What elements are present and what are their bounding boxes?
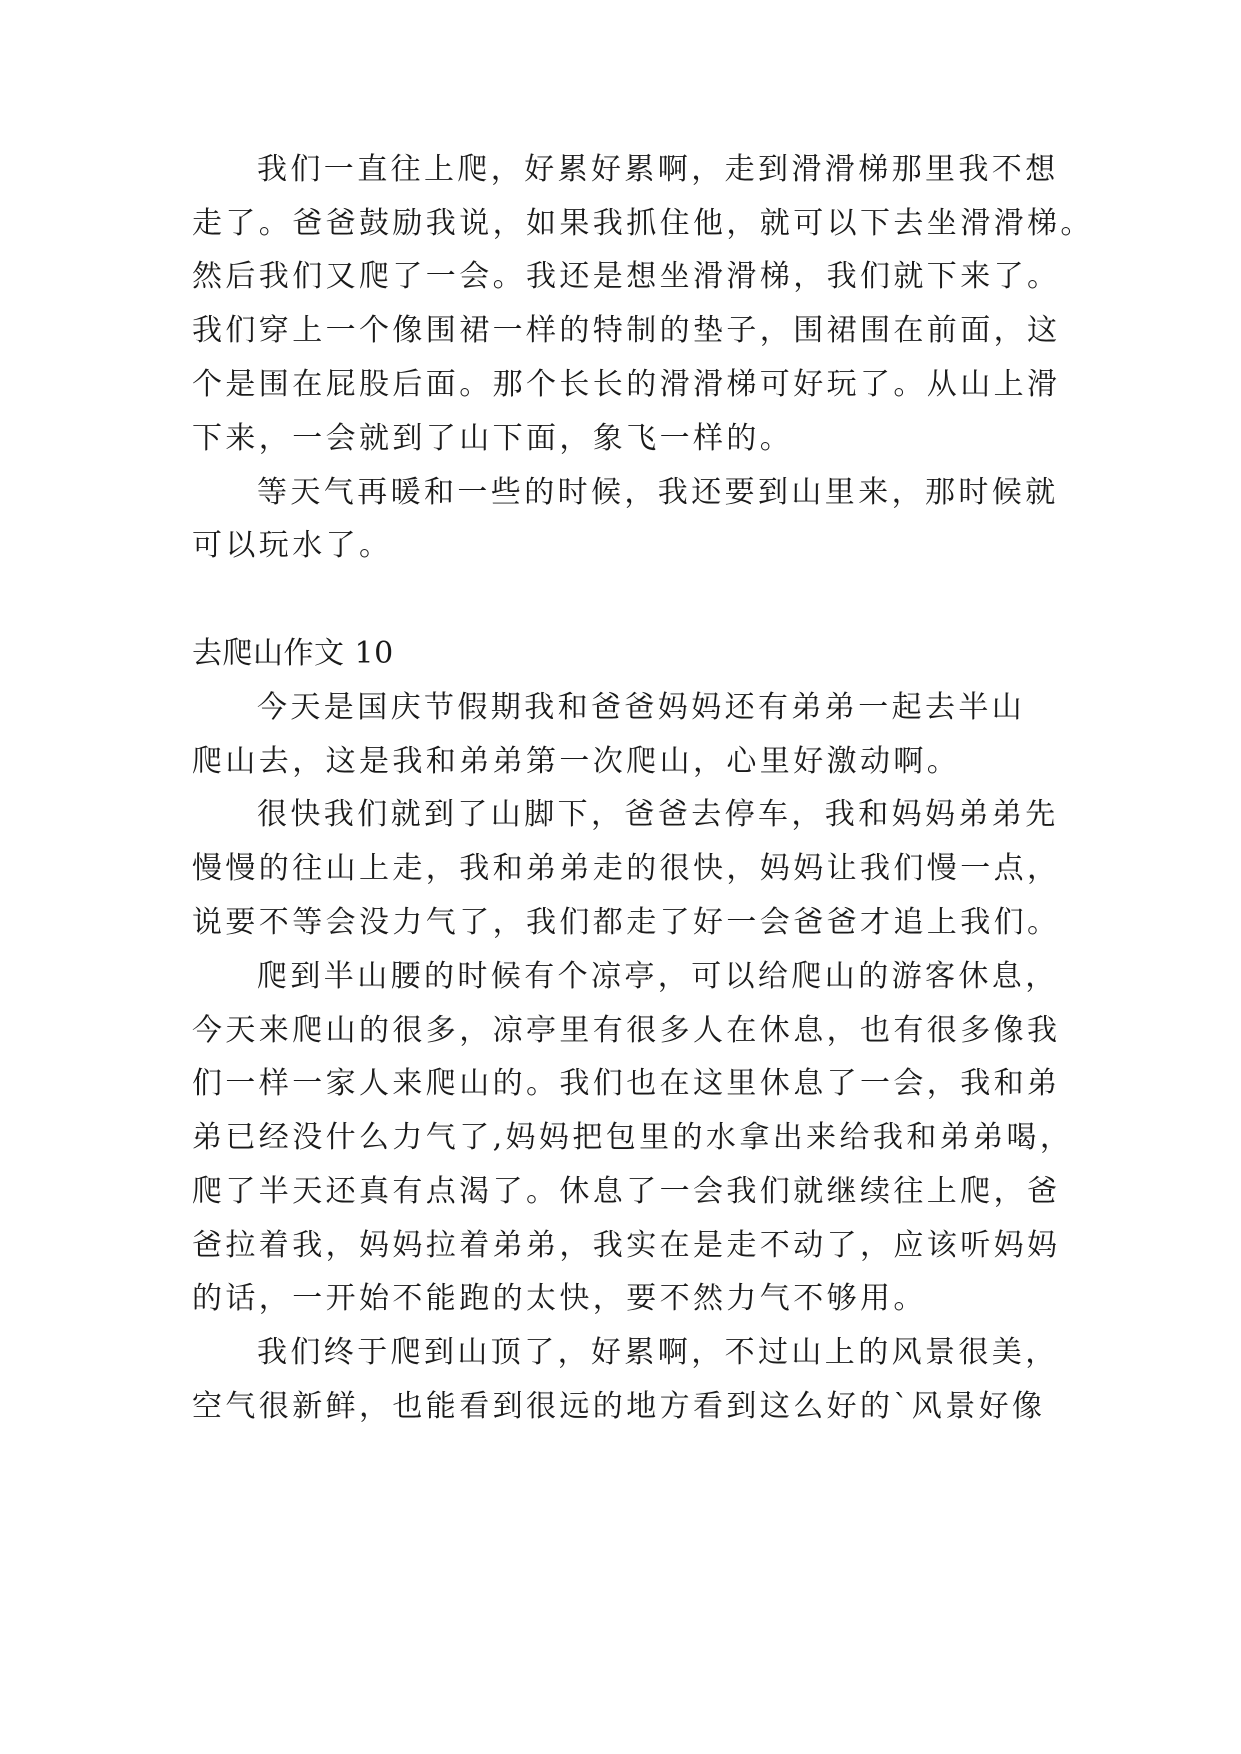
paragraph-line: 说要不等会没力气了，我们都走了好一会爸爸才追上我们。 [192,905,1061,940]
paragraph-line: 走了。爸爸鼓励我说，如果我抓住他，就可以下去坐滑滑梯。 [192,206,1094,241]
paragraph-line: 爬山去，这是我和弟弟第一次爬山，心里好激动啊。 [192,744,961,779]
paragraph-line: 个是围在屁股后面。那个长长的滑滑梯可好玩了。从山上滑 [192,367,1061,402]
paragraph-line: 们一样一家人来爬山的。我们也在这里休息了一会，我和弟 [192,1066,1061,1101]
paragraph-line: 慢慢的往山上走，我和弟弟走的很快，妈妈让我们慢一点， [192,851,1061,886]
paragraph-line: 我们一直往上爬，好累好累啊，走到滑滑梯那里我不想 [257,152,1059,187]
paragraph-line: 爬到半山腰的时候有个凉亭，可以给爬山的游客休息， [257,959,1059,994]
paragraph-line: 可以玩水了。 [192,528,393,563]
section-heading: 去爬山作文 10 [192,636,394,671]
paragraph-line: 弟已经没什么力气了,妈妈把包里的水拿出来给我和弟弟喝， [192,1120,1074,1155]
paragraph-line: 等天气再暖和一些的时候，我还要到山里来，那时候就 [257,475,1059,510]
paragraph-line: 空气很新鲜，也能看到很远的地方看到这么好的`风景好像 [192,1389,1046,1424]
paragraph-line: 下来，一会就到了山下面，象飞一样的。 [192,421,794,456]
paragraph-line: 爬了半天还真有点渴了。休息了一会我们就继续往上爬，爸 [192,1174,1061,1209]
paragraph-line: 爸拉着我，妈妈拉着弟弟，我实在是走不动了，应该听妈妈 [192,1228,1061,1263]
paragraph-line: 今天来爬山的很多，凉亭里有很多人在休息，也有很多像我 [192,1013,1061,1048]
paragraph-line: 今天是国庆节假期我和爸爸妈妈还有弟弟一起去半山 [257,690,1026,725]
paragraph-line: 的话，一开始不能跑的太快，要不然力气不够用。 [192,1281,927,1316]
paragraph-line: 我们穿上一个像围裙一样的特制的垫子，围裙围在前面，这 [192,313,1061,348]
paragraph-line: 很快我们就到了山脚下，爸爸去停车，我和妈妈弟弟先 [257,797,1059,832]
paragraph-line: 我们终于爬到山顶了，好累啊，不过山上的风景很美， [257,1335,1059,1370]
paragraph-line: 然后我们又爬了一会。我还是想坐滑滑梯，我们就下来了。 [192,259,1061,294]
